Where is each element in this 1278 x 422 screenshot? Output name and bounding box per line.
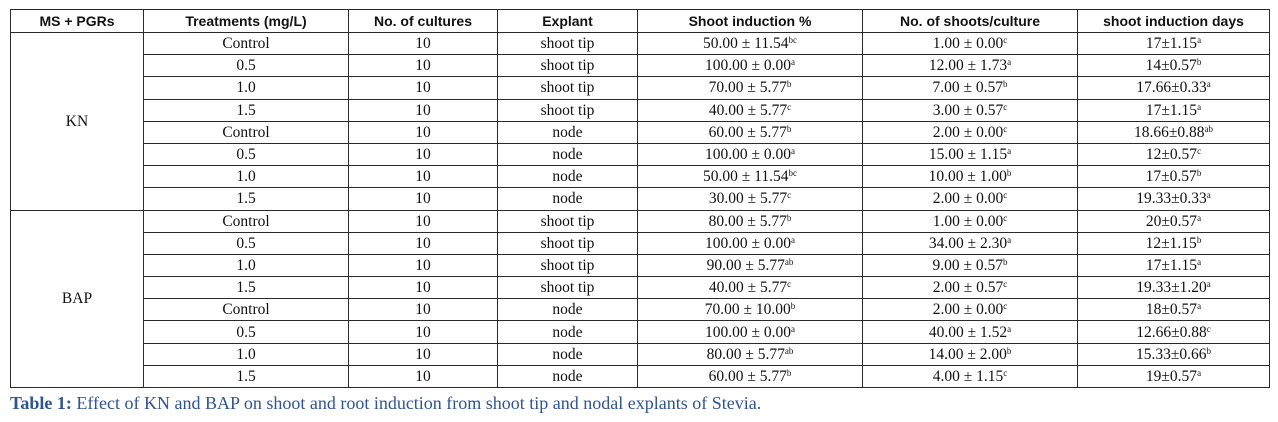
significance-letter: a bbox=[1197, 367, 1202, 378]
significance-letter: b bbox=[1003, 256, 1008, 267]
shoots-cell bbox=[863, 299, 1078, 321]
table-row bbox=[11, 365, 1270, 387]
induction-cell bbox=[638, 188, 863, 210]
table-row bbox=[11, 277, 1270, 299]
cultures-cell: 10 bbox=[349, 343, 498, 365]
induction-value: 70.00 ± 10.00 bbox=[704, 301, 791, 319]
significance-letter: ab bbox=[784, 256, 794, 267]
explant-cell: shoot tip bbox=[498, 55, 638, 77]
cultures-cell: 10 bbox=[349, 55, 498, 77]
significance-letter: c bbox=[787, 101, 792, 112]
shoots-cell bbox=[863, 365, 1078, 387]
table-row bbox=[11, 33, 1270, 55]
cultures-cell: 10 bbox=[349, 254, 498, 276]
header-cell: Treatments (mg/L) bbox=[144, 10, 349, 33]
shoots-cell bbox=[863, 254, 1078, 276]
cultures-cell: 10 bbox=[349, 77, 498, 99]
table-row bbox=[11, 321, 1270, 343]
induction-cell bbox=[638, 343, 863, 365]
cultures-cell: 10 bbox=[349, 121, 498, 143]
days-value: 17.66±0.33 bbox=[1136, 79, 1207, 97]
days-cell bbox=[1078, 299, 1270, 321]
shoots-cell bbox=[863, 166, 1078, 188]
induction-cell bbox=[638, 365, 863, 387]
treatment-cell: 1.0 bbox=[144, 166, 349, 188]
days-value: 12.66±0.88 bbox=[1136, 323, 1207, 341]
induction-cell bbox=[638, 33, 863, 55]
table-caption bbox=[10, 393, 1269, 414]
shoots-cell bbox=[863, 343, 1078, 365]
days-cell bbox=[1078, 254, 1270, 276]
days-value: 12±1.15 bbox=[1145, 234, 1197, 252]
significance-letter: b bbox=[786, 123, 792, 134]
significance-letter: b bbox=[1196, 168, 1202, 179]
significance-letter: b bbox=[1196, 57, 1202, 68]
shoots-cell bbox=[863, 99, 1078, 121]
treatment-cell: 1.5 bbox=[144, 277, 349, 299]
days-value: 19±0.57 bbox=[1145, 367, 1198, 385]
caption-text: Effect of KN and BAP on shoot and root induction from shoot tip and nodal explants of Stevia. bbox=[71, 393, 762, 413]
cultures-cell: 10 bbox=[349, 33, 498, 55]
induction-cell bbox=[638, 277, 863, 299]
shoots-cell bbox=[863, 55, 1078, 77]
table-row bbox=[11, 343, 1270, 365]
induction-value: 50.00 ± 11.54 bbox=[703, 168, 789, 186]
header-row bbox=[11, 10, 1270, 33]
induction-cell bbox=[638, 166, 863, 188]
significance-letter: a bbox=[1007, 323, 1012, 334]
treatment-cell: 1.5 bbox=[144, 99, 349, 121]
induction-value: 60.00 ± 5.77 bbox=[708, 123, 787, 141]
days-cell bbox=[1078, 343, 1270, 365]
shoots-value: 7.00 ± 0.57 bbox=[932, 79, 1003, 97]
explant-cell: shoot tip bbox=[498, 232, 638, 254]
days-value: 18±0.57 bbox=[1145, 301, 1198, 319]
days-value: 15.33±0.66 bbox=[1135, 345, 1207, 363]
shoots-value: 9.00 ± 0.57 bbox=[932, 256, 1003, 274]
significance-letter: b bbox=[1006, 345, 1012, 356]
cultures-cell: 10 bbox=[349, 321, 498, 343]
days-cell bbox=[1078, 121, 1270, 143]
explant-cell: shoot tip bbox=[498, 99, 638, 121]
days-value: 19.33±0.33 bbox=[1136, 190, 1207, 208]
cultures-cell: 10 bbox=[349, 232, 498, 254]
explant-cell: shoot tip bbox=[498, 210, 638, 232]
shoots-value: 4.00 ± 1.15 bbox=[932, 367, 1004, 385]
explant-cell: node bbox=[498, 365, 638, 387]
shoots-cell bbox=[863, 143, 1078, 165]
table-row bbox=[11, 121, 1270, 143]
days-value: 18.66±0.88 bbox=[1133, 123, 1205, 141]
induction-value: 60.00 ± 5.77 bbox=[708, 367, 787, 385]
header-cell: Explant bbox=[498, 10, 638, 33]
header-cell: No. of shoots/culture bbox=[863, 10, 1078, 33]
induction-value: 90.00 ± 5.77 bbox=[706, 256, 785, 274]
shoots-cell bbox=[863, 277, 1078, 299]
shoots-value: 14.00 ± 2.00 bbox=[928, 345, 1007, 363]
days-cell bbox=[1078, 33, 1270, 55]
induction-value: 100.00 ± 0.00 bbox=[704, 323, 791, 341]
explant-cell: node bbox=[498, 166, 638, 188]
significance-letter: b bbox=[786, 212, 792, 223]
induction-value: 80.00 ± 5.77 bbox=[708, 212, 787, 230]
induction-cell bbox=[638, 99, 863, 121]
significance-letter: a bbox=[1206, 279, 1211, 290]
induction-cell bbox=[638, 77, 863, 99]
significance-letter: a bbox=[1206, 190, 1211, 201]
significance-letter: bc bbox=[788, 35, 797, 46]
days-cell bbox=[1078, 232, 1270, 254]
days-value: 17±1.15 bbox=[1145, 35, 1198, 53]
significance-letter: c bbox=[1003, 101, 1008, 112]
significance-letter: a bbox=[1007, 234, 1012, 245]
significance-letter: b bbox=[786, 79, 792, 90]
significance-letter: c bbox=[1003, 190, 1008, 201]
days-value: 17±1.15 bbox=[1145, 256, 1198, 274]
significance-letter: c bbox=[1197, 146, 1202, 157]
table-row bbox=[11, 143, 1270, 165]
days-cell bbox=[1078, 55, 1270, 77]
days-value: 17±0.57 bbox=[1145, 168, 1197, 186]
shoots-value: 15.00 ± 1.15 bbox=[928, 146, 1008, 164]
shoots-cell bbox=[863, 33, 1078, 55]
shoots-value: 1.00 ± 0.00 bbox=[932, 212, 1004, 230]
significance-letter: ab bbox=[1204, 123, 1213, 134]
treatment-cell: 1.0 bbox=[144, 77, 349, 99]
significance-letter: c bbox=[1003, 367, 1008, 378]
significance-letter: c bbox=[1206, 323, 1211, 334]
induction-cell bbox=[638, 55, 863, 77]
treatment-cell: 1.5 bbox=[144, 365, 349, 387]
treatment-cell: Control bbox=[144, 33, 349, 55]
days-value: 12±0.57 bbox=[1145, 146, 1198, 164]
treatment-cell: 1.0 bbox=[144, 343, 349, 365]
significance-letter: b bbox=[790, 301, 796, 312]
header-cell: MS + PGRs bbox=[11, 10, 144, 33]
cultures-cell: 10 bbox=[349, 99, 498, 121]
explant-cell: node bbox=[498, 143, 638, 165]
explant-cell: node bbox=[498, 343, 638, 365]
shoots-value: 34.00 ± 2.30 bbox=[928, 234, 1008, 252]
explant-cell: node bbox=[498, 188, 638, 210]
induction-value: 100.00 ± 0.00 bbox=[704, 234, 791, 252]
days-cell bbox=[1078, 365, 1270, 387]
shoots-value: 2.00 ± 0.57 bbox=[932, 279, 1004, 297]
cultures-cell: 10 bbox=[349, 210, 498, 232]
days-cell bbox=[1078, 143, 1270, 165]
shoots-cell bbox=[863, 188, 1078, 210]
cultures-cell: 10 bbox=[349, 143, 498, 165]
table-row bbox=[11, 188, 1270, 210]
days-cell bbox=[1078, 99, 1270, 121]
significance-letter: c bbox=[1003, 301, 1008, 312]
shoots-value: 3.00 ± 0.57 bbox=[932, 101, 1004, 119]
induction-cell bbox=[638, 210, 863, 232]
shoots-value: 10.00 ± 1.00 bbox=[928, 168, 1007, 186]
shoots-value: 2.00 ± 0.00 bbox=[932, 123, 1004, 141]
days-value: 20±0.57 bbox=[1145, 212, 1198, 230]
significance-letter: a bbox=[791, 57, 795, 68]
table-row bbox=[11, 210, 1270, 232]
significance-letter: c bbox=[787, 190, 792, 201]
significance-letter: c bbox=[1003, 35, 1008, 46]
explant-cell: node bbox=[498, 321, 638, 343]
significance-letter: bc bbox=[788, 168, 797, 179]
pgr-group-cell: KN bbox=[11, 33, 144, 211]
significance-letter: b bbox=[1206, 345, 1211, 356]
shoots-cell bbox=[863, 210, 1078, 232]
induction-value: 30.00 ± 5.77 bbox=[708, 190, 788, 208]
significance-letter: b bbox=[1003, 79, 1008, 90]
days-value: 17±1.15 bbox=[1145, 101, 1198, 119]
days-cell bbox=[1078, 277, 1270, 299]
significance-letter: ab bbox=[784, 345, 794, 356]
header-cell: No. of cultures bbox=[349, 10, 498, 33]
induction-value: 80.00 ± 5.77 bbox=[706, 345, 785, 363]
significance-letter: a bbox=[1007, 146, 1012, 157]
induction-cell bbox=[638, 121, 863, 143]
explant-cell: shoot tip bbox=[498, 77, 638, 99]
shoots-value: 40.00 ± 1.52 bbox=[928, 323, 1008, 341]
cultures-cell: 10 bbox=[349, 188, 498, 210]
significance-letter: c bbox=[1003, 123, 1008, 134]
cultures-cell: 10 bbox=[349, 277, 498, 299]
significance-letter: a bbox=[1007, 57, 1012, 68]
induction-cell bbox=[638, 232, 863, 254]
treatment-cell: Control bbox=[144, 210, 349, 232]
treatment-cell: 0.5 bbox=[144, 232, 349, 254]
table-row bbox=[11, 232, 1270, 254]
significance-letter: a bbox=[1197, 212, 1202, 223]
induction-value: 40.00 ± 5.77 bbox=[708, 101, 788, 119]
treatment-cell: 1.0 bbox=[144, 254, 349, 276]
shoots-cell bbox=[863, 77, 1078, 99]
significance-letter: c bbox=[787, 279, 792, 290]
days-cell bbox=[1078, 188, 1270, 210]
significance-letter: c bbox=[1003, 279, 1008, 290]
table-row bbox=[11, 99, 1270, 121]
induction-cell bbox=[638, 321, 863, 343]
days-value: 19.33±1.20 bbox=[1136, 279, 1207, 297]
table-container bbox=[10, 9, 1269, 414]
induction-cell bbox=[638, 254, 863, 276]
induction-value: 100.00 ± 0.00 bbox=[704, 57, 791, 75]
explant-cell: node bbox=[498, 121, 638, 143]
induction-cell bbox=[638, 143, 863, 165]
treatment-cell: 0.5 bbox=[144, 143, 349, 165]
significance-letter: c bbox=[1003, 212, 1008, 223]
cultures-cell: 10 bbox=[349, 365, 498, 387]
shoots-cell bbox=[863, 121, 1078, 143]
days-value: 14±0.57 bbox=[1145, 57, 1197, 75]
significance-letter: a bbox=[791, 146, 795, 157]
table-row bbox=[11, 55, 1270, 77]
shoots-value: 2.00 ± 0.00 bbox=[932, 301, 1004, 319]
shoots-cell bbox=[863, 232, 1078, 254]
results-table bbox=[10, 9, 1270, 388]
induction-cell bbox=[638, 299, 863, 321]
induction-value: 40.00 ± 5.77 bbox=[708, 279, 788, 297]
table-row bbox=[11, 299, 1270, 321]
table-row bbox=[11, 77, 1270, 99]
significance-letter: a bbox=[1197, 101, 1202, 112]
induction-value: 70.00 ± 5.77 bbox=[708, 79, 787, 97]
explant-cell: shoot tip bbox=[498, 33, 638, 55]
caption-label: Table 1: bbox=[10, 393, 72, 413]
header-cell: shoot induction days bbox=[1078, 10, 1270, 33]
table-body bbox=[11, 33, 1270, 388]
table-row bbox=[11, 166, 1270, 188]
days-cell bbox=[1078, 77, 1270, 99]
treatment-cell: 0.5 bbox=[144, 321, 349, 343]
treatment-cell: 1.5 bbox=[144, 188, 349, 210]
shoots-value: 2.00 ± 0.00 bbox=[932, 190, 1004, 208]
induction-value: 100.00 ± 0.00 bbox=[704, 146, 791, 164]
significance-letter: b bbox=[1006, 168, 1012, 179]
table-row bbox=[11, 254, 1270, 276]
significance-letter: a bbox=[1197, 256, 1202, 267]
cultures-cell: 10 bbox=[349, 166, 498, 188]
significance-letter: a bbox=[791, 234, 795, 245]
treatment-cell: Control bbox=[144, 299, 349, 321]
shoots-value: 1.00 ± 0.00 bbox=[932, 35, 1004, 53]
shoots-cell bbox=[863, 321, 1078, 343]
pgr-group-cell: BAP bbox=[11, 210, 144, 388]
days-cell bbox=[1078, 166, 1270, 188]
explant-cell: shoot tip bbox=[498, 277, 638, 299]
significance-letter: a bbox=[1197, 301, 1202, 312]
explant-cell: node bbox=[498, 299, 638, 321]
significance-letter: a bbox=[791, 323, 795, 334]
header-cell: Shoot induction % bbox=[638, 10, 863, 33]
significance-letter: a bbox=[1206, 79, 1211, 90]
days-cell bbox=[1078, 321, 1270, 343]
cultures-cell: 10 bbox=[349, 299, 498, 321]
days-cell bbox=[1078, 210, 1270, 232]
treatment-cell: Control bbox=[144, 121, 349, 143]
treatment-cell: 0.5 bbox=[144, 55, 349, 77]
significance-letter: a bbox=[1197, 35, 1202, 46]
explant-cell: shoot tip bbox=[498, 254, 638, 276]
shoots-value: 12.00 ± 1.73 bbox=[928, 57, 1008, 75]
significance-letter: b bbox=[1196, 234, 1202, 245]
significance-letter: b bbox=[786, 367, 792, 378]
induction-value: 50.00 ± 11.54 bbox=[703, 35, 789, 53]
